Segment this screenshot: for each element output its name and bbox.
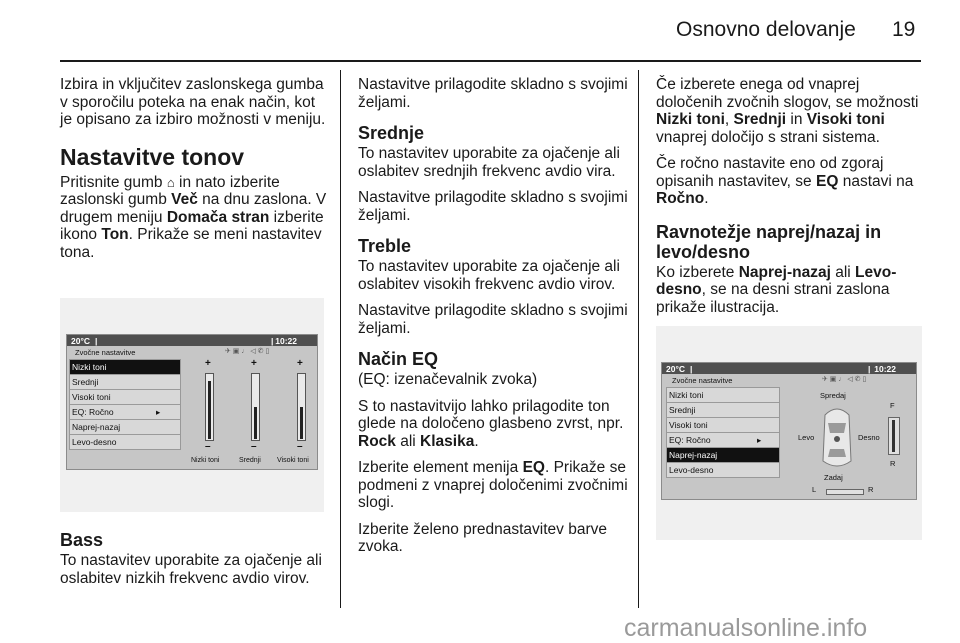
- bass-text: To nastavitev uporabite za ojačenje ali oslabitev nizkih frekvenc avdio virov.: [60, 552, 322, 587]
- text-run: . Prikaže se podmeni z vnaprej določenimi zvočnimi slogi.: [358, 459, 628, 511]
- balance-heading: Ravnotežje naprej/nazaj in levo/desno: [656, 221, 882, 262]
- page-header-title: Osnovno delovanje: [676, 18, 856, 41]
- slider-fill: [300, 407, 303, 439]
- intro-paragraph: Izbira in vključitev zaslonskega gumba v sporočilu poteka na enak način, kot je opisano za izbiro možnosti v meniju.: [60, 76, 326, 128]
- balance-screen: [661, 362, 917, 500]
- label-left: Levo: [798, 433, 815, 442]
- status-bar: [662, 363, 916, 374]
- bold-text: Visoki toni: [806, 111, 885, 128]
- text-run: nastavi na: [838, 172, 914, 190]
- text-run: in nato izberite zaslonski gumb: [60, 173, 280, 208]
- balance-menu: [666, 387, 780, 478]
- column-1: [60, 76, 330, 270]
- text-run: na dnu zaslona. V drugem meniju: [60, 191, 327, 226]
- status-divider: |: [868, 364, 871, 374]
- label-f: F: [890, 401, 895, 410]
- slider-label-bass: Nizki toni: [191, 457, 220, 464]
- tone-screenshot: [60, 298, 324, 512]
- menu-item-bass[interactable]: Nizki toni: [70, 360, 180, 375]
- bold-text: Domača stran: [166, 208, 270, 226]
- status-divider: |: [271, 336, 274, 346]
- text-run: ali: [830, 263, 856, 281]
- bold-text: Več: [171, 191, 198, 208]
- status-icons: ✈ ▣ ♩ ◁ ✆ ▯: [225, 348, 270, 355]
- slider-treble[interactable]: [295, 358, 307, 453]
- label-rear: Zadaj: [824, 473, 843, 482]
- bold-text: Ton: [101, 226, 129, 243]
- chevron-right-icon: ▸: [156, 407, 161, 417]
- screen-title: Zvočne nastavitve: [75, 348, 136, 357]
- slider-middle[interactable]: [249, 358, 261, 453]
- text-run: Ko izberete: [656, 263, 739, 281]
- balance-screenshot: [656, 326, 922, 540]
- text-run: Izberite element menija: [358, 459, 523, 476]
- temperature: 20°C: [71, 336, 90, 346]
- minus-icon: –: [251, 441, 257, 452]
- balance-paragraph: [656, 264, 924, 317]
- manual-paragraph: [656, 155, 924, 208]
- label-r: R: [890, 459, 896, 468]
- fader-slider[interactable]: [888, 417, 900, 455]
- balance-slider[interactable]: [826, 489, 864, 495]
- text-run: . Prikaže se meni nastavitev tona.: [60, 226, 322, 261]
- column-divider-2: [638, 70, 639, 608]
- tone-screen: [66, 334, 318, 470]
- status-icons: ✈ ▣ ♩ ◁ ✆ ▯: [822, 376, 867, 383]
- eq-select-text: [358, 459, 630, 512]
- home-icon: ⌂: [166, 174, 175, 190]
- label-right: Desno: [858, 433, 880, 442]
- watermark: carmanualsonline.info: [624, 614, 868, 642]
- slider-bass[interactable]: [203, 358, 215, 453]
- text-run: ,: [724, 111, 734, 128]
- menu-item-eq[interactable]: [70, 405, 180, 420]
- label-l: L: [812, 485, 817, 494]
- tone-paragraph: [60, 174, 330, 262]
- text-run: , se na desni strani zaslona prikaže ilustracija.: [656, 281, 890, 316]
- temperature: 20°C: [666, 364, 685, 374]
- bold-text: Srednji: [733, 111, 787, 128]
- minus-icon: –: [205, 441, 211, 452]
- text-run: ali: [395, 432, 421, 450]
- slider-fill: [254, 407, 257, 439]
- text-run: izberite ikono: [60, 208, 324, 243]
- status-bar: [67, 335, 317, 346]
- menu-item-treble[interactable]: Visoki toni: [70, 390, 180, 405]
- column-divider-1: [340, 70, 341, 608]
- treble-text: To nastavitev uporabite za ojačenje ali oslabitev visokih frekvenc avdio virov.: [358, 258, 620, 293]
- plus-icon: +: [297, 358, 303, 369]
- text-run: S to nastavitvijo lahko prilagodite ton glede na določeno glasbeno zvrst, npr.: [358, 397, 624, 432]
- paragraph: Nastavitve prilagodite skladno s svojimi željami.: [358, 189, 628, 224]
- slider-track: [205, 373, 214, 441]
- fader-slider-track: [892, 420, 895, 452]
- preset-paragraph: [656, 76, 924, 146]
- menu-item-eq[interactable]: [667, 433, 779, 448]
- text-run: Če izberete enega od vnaprej določenih zvočnih slogov, se možnosti: [656, 76, 919, 111]
- eq-subtitle: (EQ: izenačevalnik zvoka): [358, 371, 538, 388]
- bold-text: Ročno: [656, 190, 705, 207]
- clock: 10:22: [275, 336, 297, 346]
- header-rule: [60, 60, 921, 62]
- slider-label-treble: Visoki toni: [277, 457, 309, 464]
- middle-heading: Srednje: [358, 123, 425, 143]
- text-run: .: [704, 190, 709, 207]
- bold-text: Rock: [358, 432, 396, 450]
- text-run: Pritisnite gumb: [60, 173, 167, 191]
- menu-item-balance[interactable]: Levo-desno: [72, 437, 117, 447]
- page-number: 19: [892, 18, 916, 41]
- slider-fill: [208, 381, 211, 439]
- section-heading-tone: Nastavitve tonov: [60, 143, 245, 170]
- bold-text: Levo-desno: [656, 263, 897, 298]
- menu-item-fader[interactable]: Naprej-nazaj: [667, 448, 779, 463]
- paragraph: Nastavitve prilagodite skladno s svojimi željami.: [358, 302, 628, 337]
- screen-title: Zvočne nastavitve: [672, 376, 733, 385]
- text-run: .: [474, 432, 479, 450]
- bold-text: Naprej-nazaj: [738, 263, 831, 281]
- menu-item-middle[interactable]: Srednji: [70, 375, 180, 390]
- column-3: [656, 76, 924, 325]
- slider-label-middle: Srednji: [239, 457, 261, 464]
- middle-text: To nastavitev uporabite za ojačenje ali oslabitev srednjih frekvenc avdio vira.: [358, 145, 620, 180]
- menu-item-treble[interactable]: Visoki toni: [667, 418, 779, 433]
- eq-text: [358, 398, 630, 451]
- menu-item-label: EQ: Ročno: [72, 407, 114, 417]
- text-run: Če ročno nastavite eno od zgoraj opisanih nastavitev, se: [656, 155, 884, 190]
- menu-item-balance[interactable]: Levo-desno: [669, 465, 714, 475]
- menu-item-middle[interactable]: Srednji: [667, 403, 779, 418]
- text-run: in: [786, 111, 807, 128]
- bold-text: EQ: [522, 459, 545, 476]
- menu-item-label: EQ: Ročno: [669, 435, 711, 445]
- paragraph: Izberite želeno prednastavitev barve zvoka.: [358, 520, 608, 555]
- minus-icon: –: [297, 441, 303, 452]
- chevron-right-icon: ▸: [757, 435, 762, 445]
- slider-track: [251, 373, 260, 441]
- text-run: vnaprej določijo s strani sistema.: [656, 128, 880, 146]
- slider-track: [297, 373, 306, 441]
- label-front: Spredaj: [820, 391, 846, 400]
- treble-heading: Treble: [358, 236, 412, 256]
- car-icon: [817, 403, 857, 473]
- bold-text: EQ: [815, 172, 839, 190]
- plus-icon: +: [251, 358, 257, 369]
- plus-icon: +: [205, 358, 211, 369]
- bass-heading: Bass: [60, 530, 104, 550]
- clock: 10:22: [874, 364, 896, 374]
- bold-text: Nizki toni: [656, 111, 725, 128]
- bold-text: Klasika: [420, 432, 475, 450]
- label-r-balance: R: [868, 485, 874, 494]
- menu-item-fader[interactable]: Naprej-nazaj: [70, 420, 180, 435]
- eq-heading: Način EQ: [358, 349, 439, 369]
- column-2: [358, 76, 630, 565]
- status-divider: |: [690, 364, 693, 374]
- paragraph: Nastavitve prilagodite skladno s svojimi željami.: [358, 76, 628, 111]
- tone-menu: [69, 359, 181, 450]
- status-divider: |: [95, 336, 98, 346]
- bass-block: [60, 530, 330, 596]
- menu-item-bass[interactable]: Nizki toni: [667, 388, 779, 403]
